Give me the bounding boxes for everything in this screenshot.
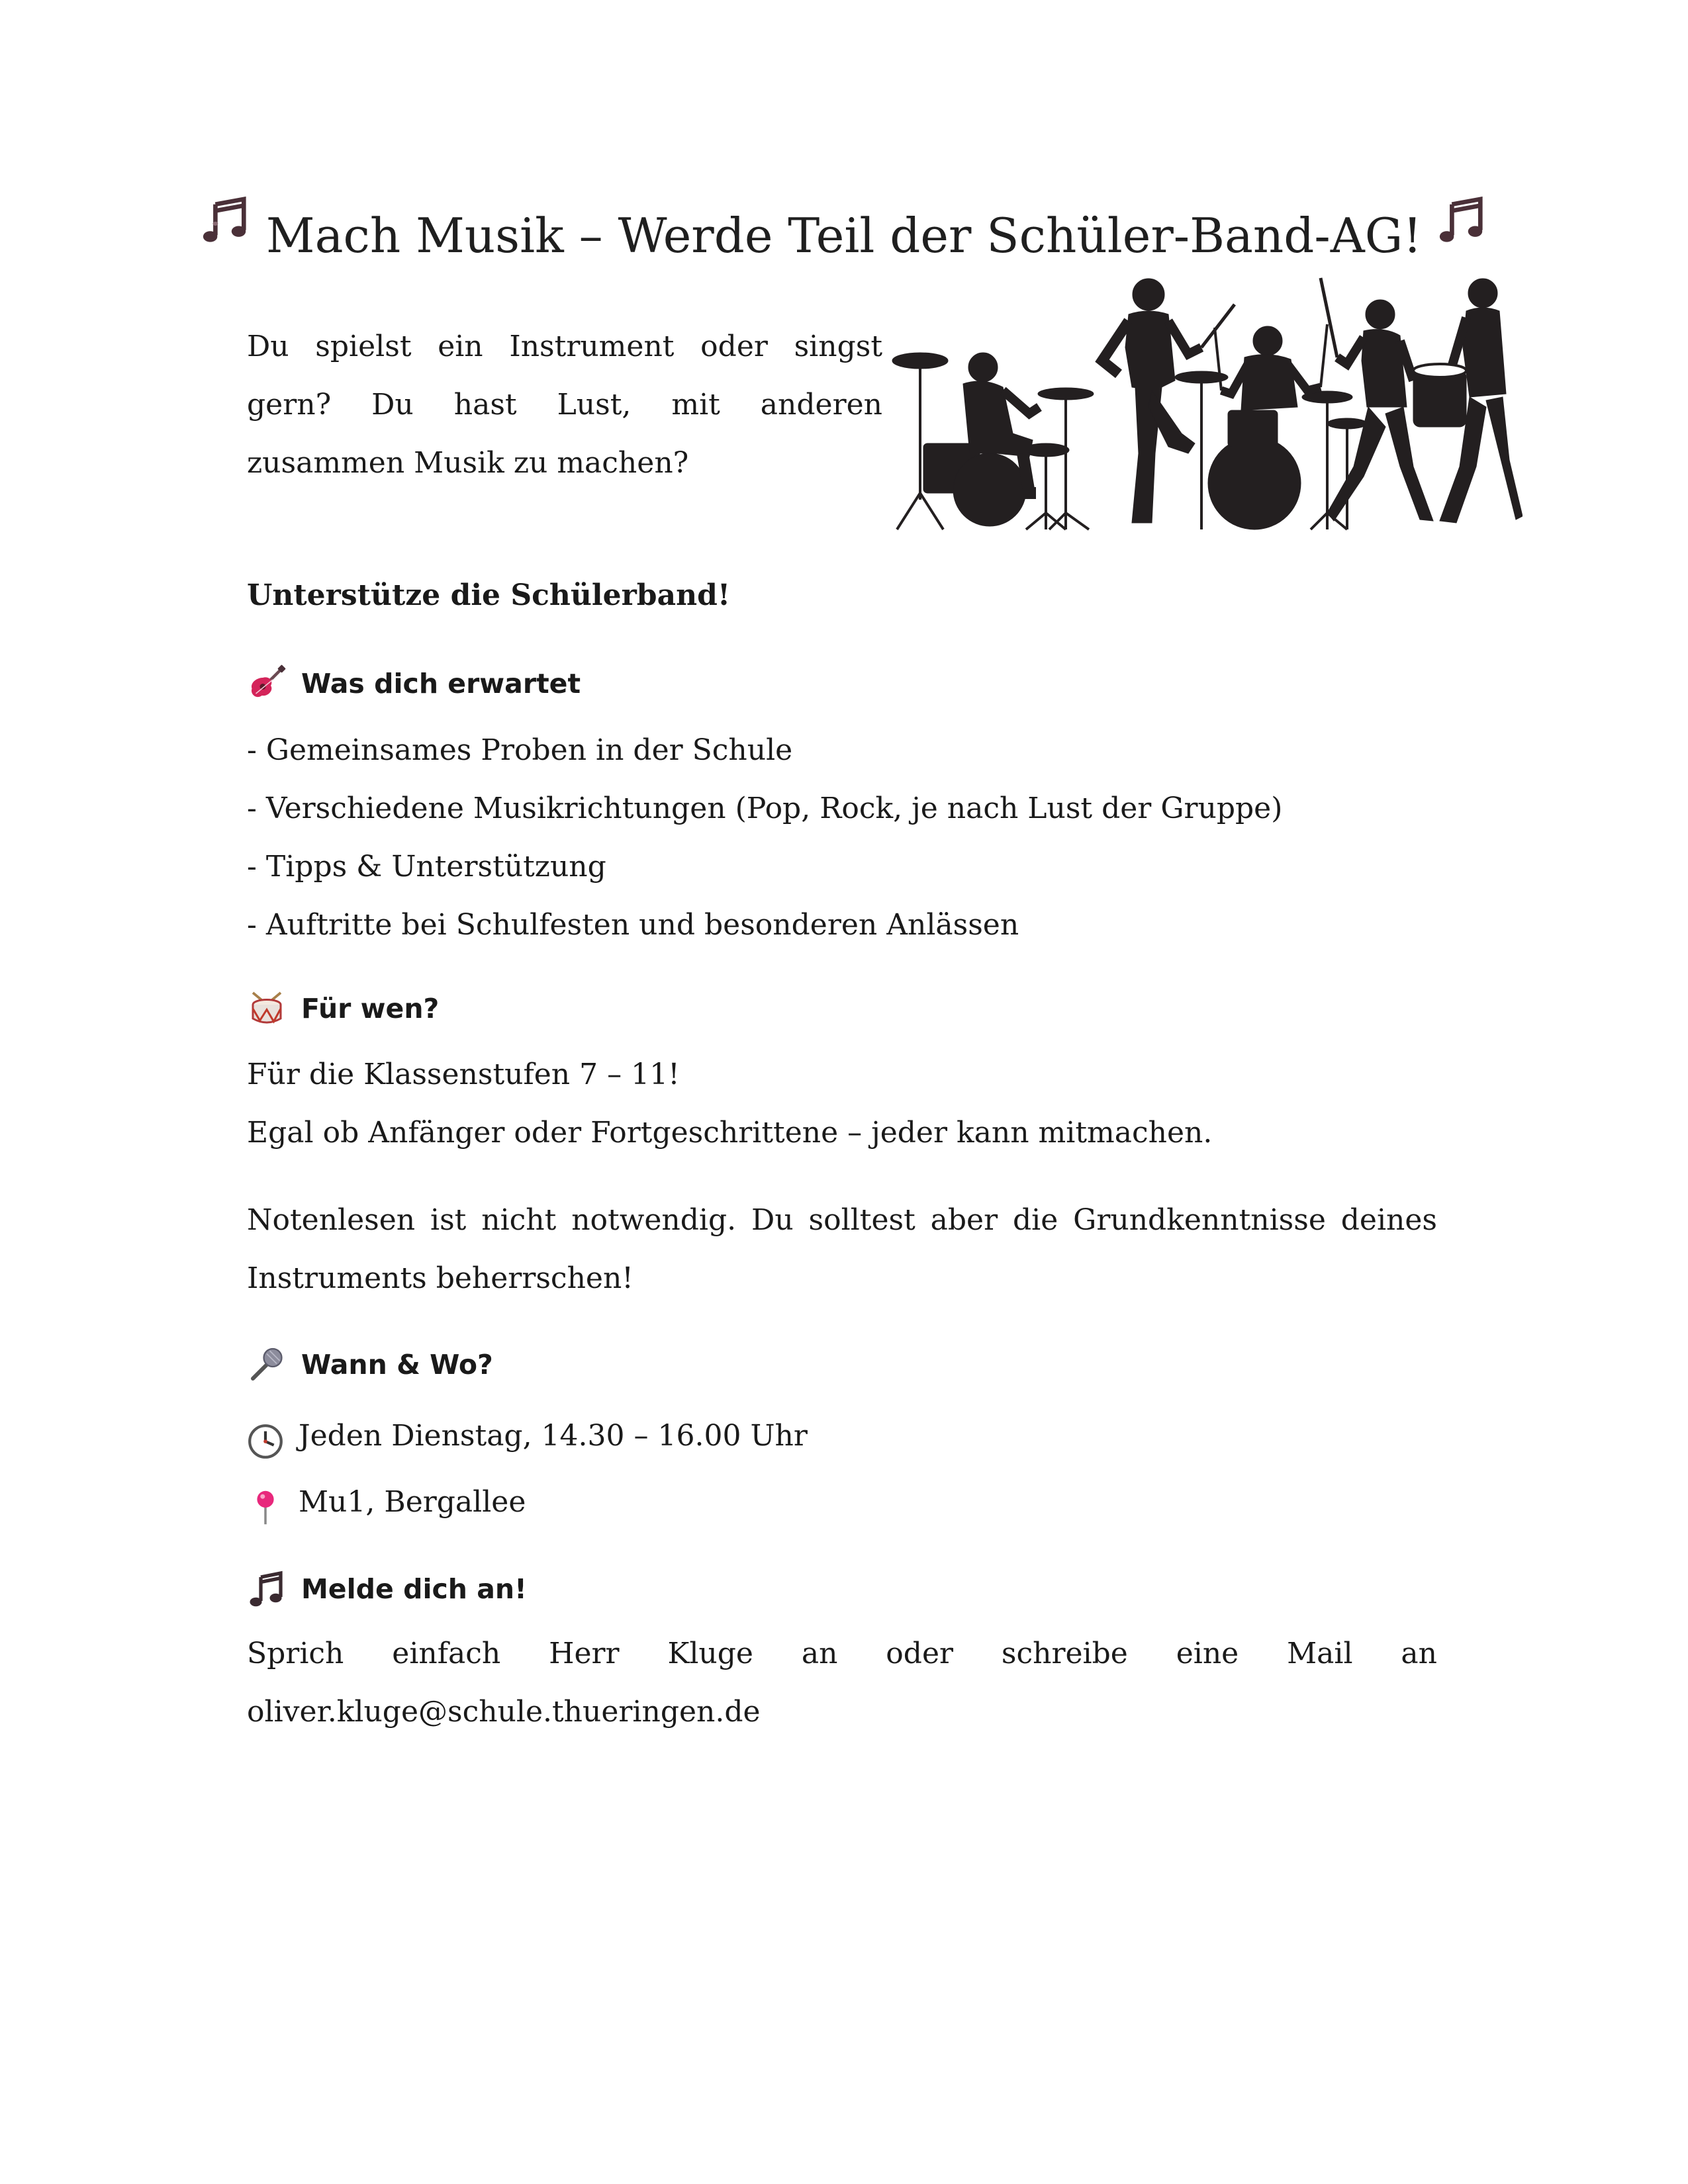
intro-text: Du spielst ein Instrument oder singst gern? Du hast Lust, mit anderen zusammen Musik zu machen? [247, 330, 882, 480]
musical-notes-icon [200, 197, 252, 265]
section-heading-who [247, 989, 439, 1028]
signup-line: Sprich einfach Herr Kluge an oder schreibe eine Mail an [247, 1637, 1437, 1670]
list-item: - Gemeinsames Proben in der Schule [247, 733, 793, 767]
section-heading-when [247, 1345, 493, 1385]
clock-icon [247, 1418, 284, 1455]
who-note: Notenlesen ist nicht notwendig. Du solltest aber die Grundkenntnisse deines Instruments beherrschen! [247, 1203, 1437, 1295]
musical-notes-icon [1436, 197, 1488, 265]
guitar-icon [247, 664, 287, 704]
band-silhouette-image [890, 275, 1523, 539]
subtitle: Unterstütze die Schülerband! [247, 578, 731, 612]
section-heading-text: Wann & Wo? [301, 1349, 493, 1381]
meeting-time: Jeden Dienstag, 14.30 – 16.00 Uhr [299, 1419, 808, 1453]
place-row [247, 1469, 526, 1535]
section-heading-text: Melde dich an! [301, 1573, 527, 1605]
time-row [247, 1403, 808, 1469]
signup-email-link[interactable]: oliver.kluge@schule.thueringen.de [247, 1695, 761, 1729]
music-note-icon [247, 1569, 287, 1609]
expect-list [247, 721, 1438, 954]
section-heading-text: Was dich erwartet [301, 668, 581, 700]
drum-icon [247, 989, 287, 1028]
signup-text [247, 1625, 1437, 1741]
section-heading-signup [247, 1569, 527, 1609]
list-item: - Verschiedene Musikrichtungen (Pop, Rock, je nach Lust der Gruppe) [247, 792, 1283, 825]
page-title: Mach Musik – Werde Teil der Schüler-Band-AG! [0, 199, 1688, 270]
microphone-icon [247, 1345, 287, 1385]
list-item: - Auftritte bei Schulfesten und besonderen Anlässen [247, 908, 1019, 942]
list-item: - Tipps & Unterstützung [247, 850, 606, 884]
meeting-place: Mu1, Bergallee [299, 1485, 526, 1519]
section-heading-expect [247, 664, 581, 704]
section-heading-text: Für wen? [301, 993, 440, 1024]
who-line: Egal ob Anfänger oder Fortgeschrittene – jeder kann mitmachen. [247, 1116, 1213, 1150]
who-line: Für die Klassenstufen 7 – 11! [247, 1058, 680, 1091]
who-text [247, 1046, 1438, 1162]
location-pin-icon [247, 1484, 284, 1521]
